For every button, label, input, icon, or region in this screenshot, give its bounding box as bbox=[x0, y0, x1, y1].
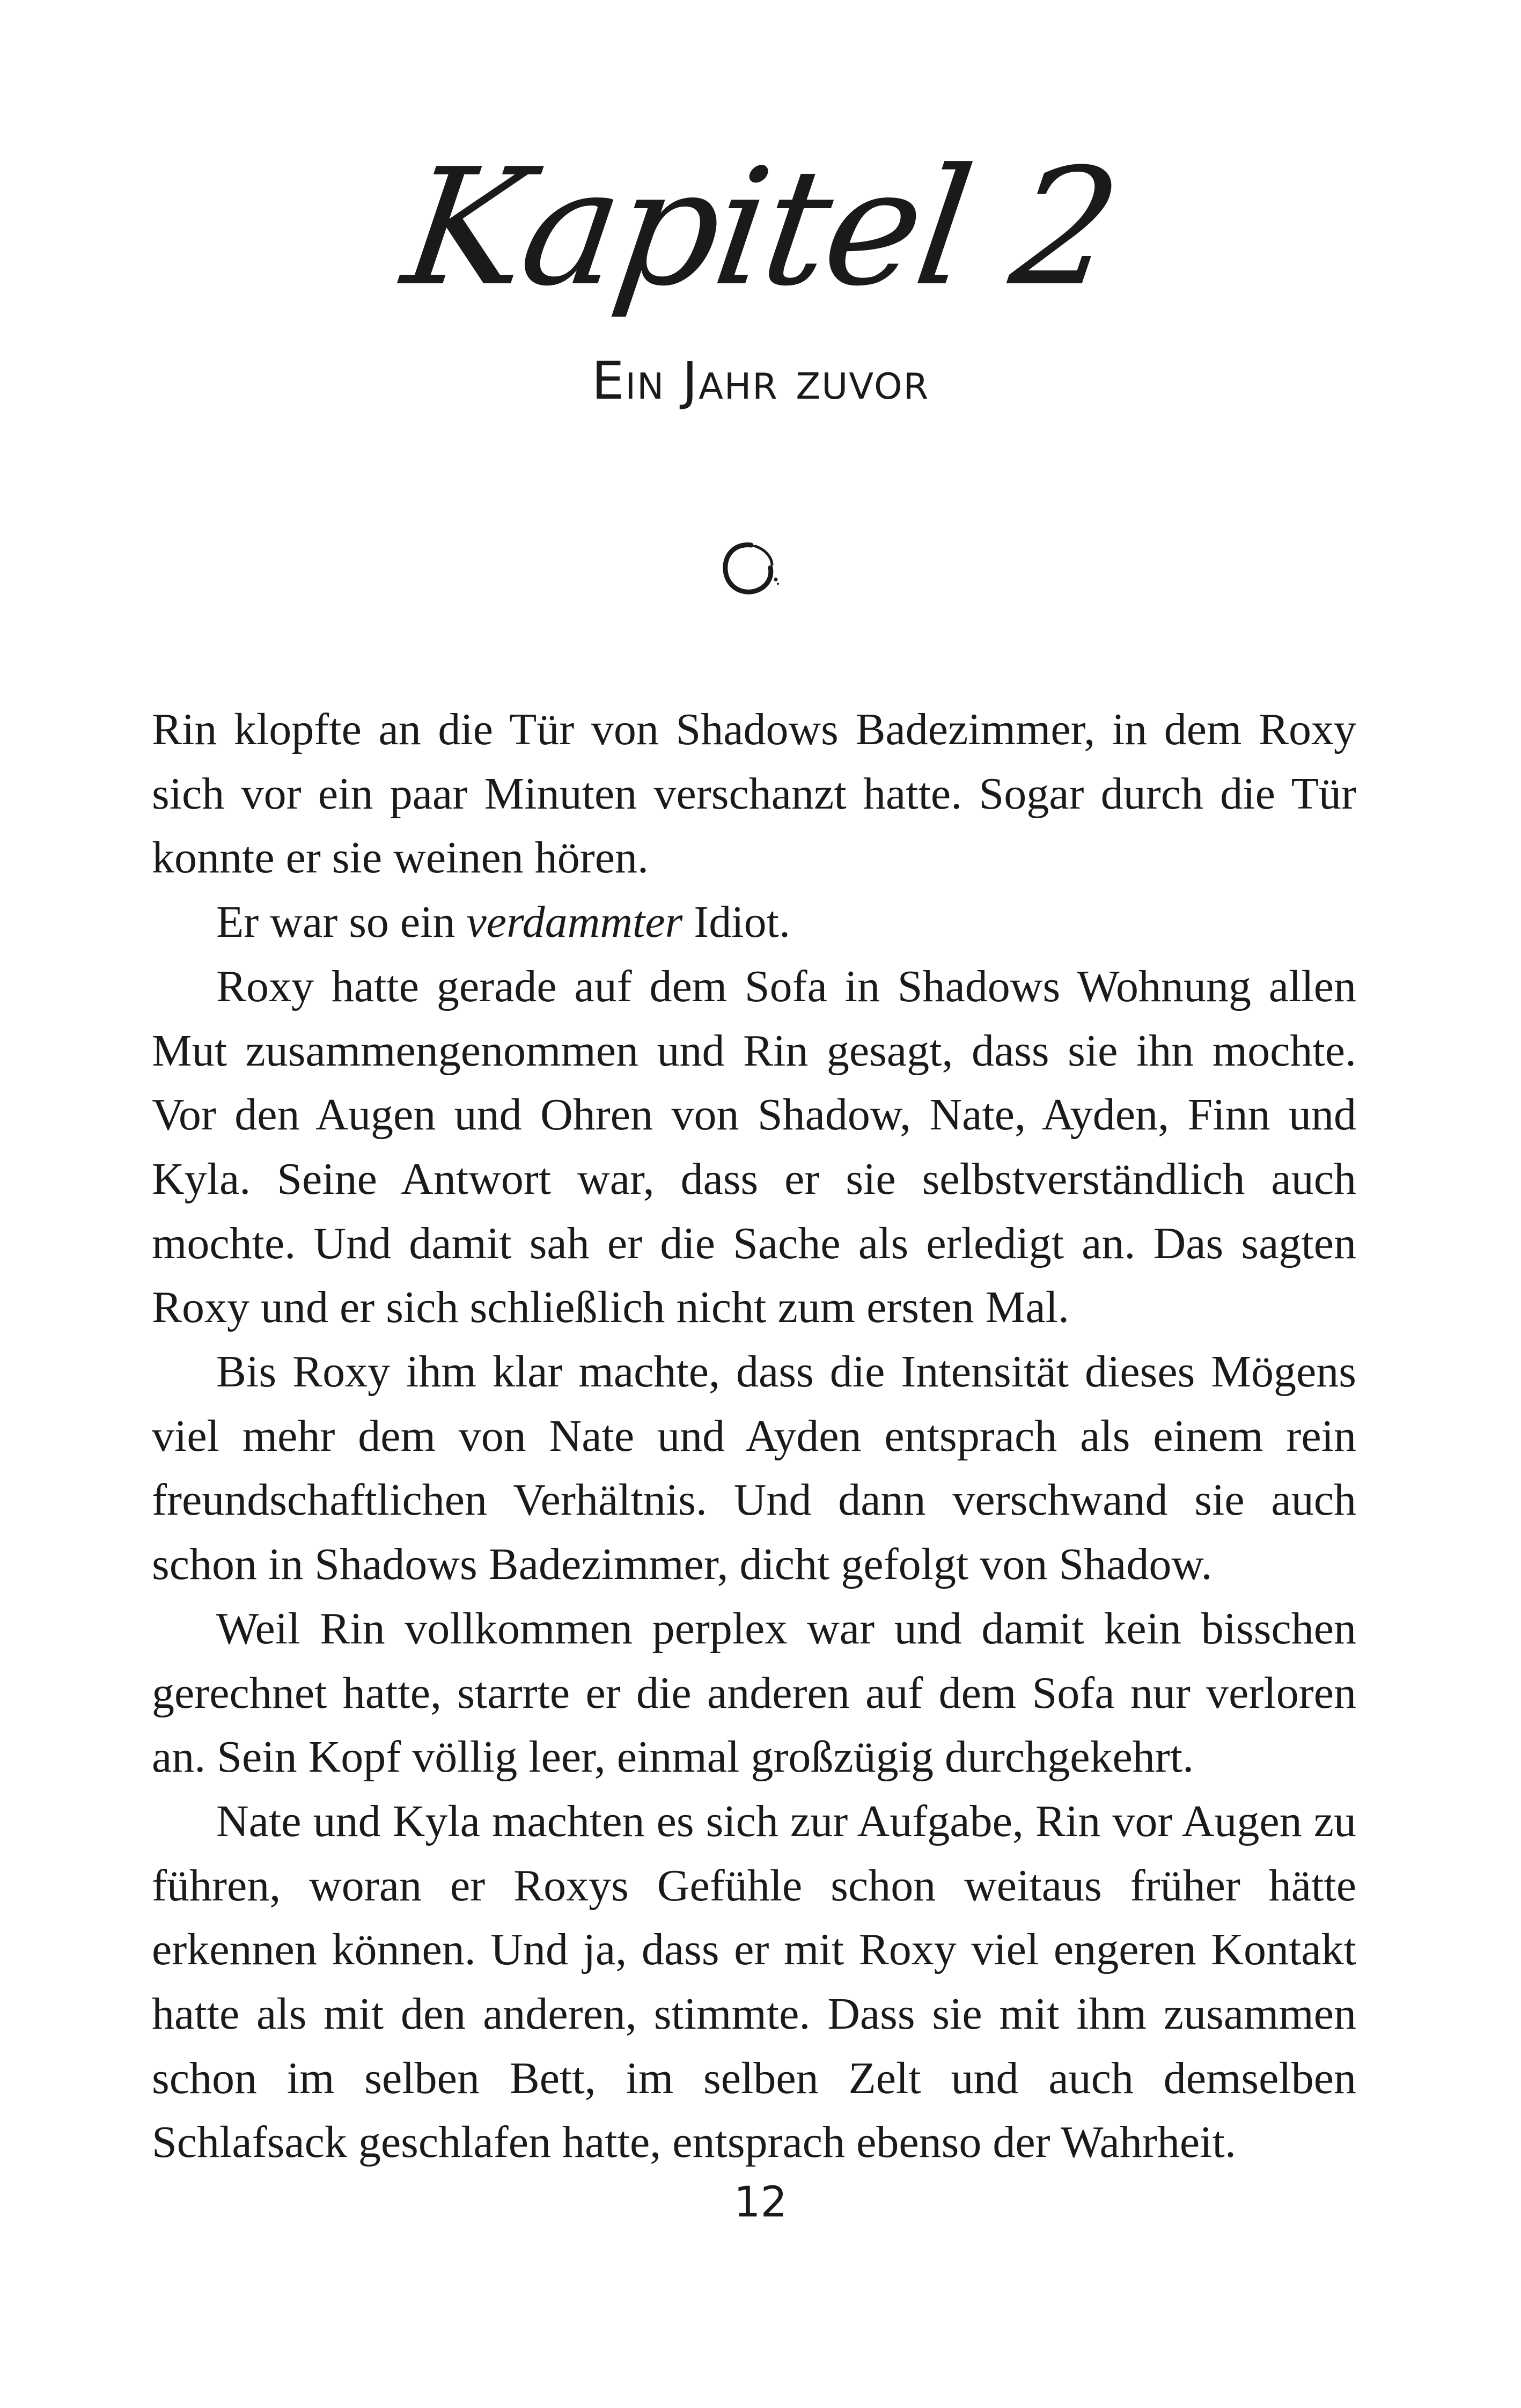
paragraph: Rin klopfte an die Tür von Shadows Badezimmer, in dem Roxy sich vor ein paar Minuten verschanzt hatte. Sogar durch die Tür konnte er sie weinen hören. bbox=[152, 704, 1356, 883]
emphasis-text: verdammter bbox=[466, 897, 683, 948]
paragraph: Roxy hatte gerade auf dem Sofa in Shadows Wohnung allen Mut zusammengenommen und Rin gesagt, dass sie ihn mochte. Vor den Augen und Ohren von Shadow, Nate, Ayden, Finn und Kyla. Seine Antwort war, dass er sie selbstverständlich auch mochte. Und damit sah er die Sache als erledigt an. Das sagten Roxy und er sich schließlich nicht zum ersten Mal. bbox=[152, 961, 1356, 1333]
chapter-subtitle: Ein Jahr zuvor bbox=[591, 351, 930, 411]
paragraph: Nate und Kyla machten es sich zur Aufgabe, Rin vor Augen zu führen, woran er Roxys Gefühle schon weitaus früher hätte erkennen können. Und ja, dass er mit Roxy viel engeren Kontakt hatte als mit den anderen, stimmte. Dass sie mit ihm zusammen schon im selben Bett, im selben Zelt und auch demselben Schlafsack geschlafen hatte, entsprach ebenso der Wahrheit. bbox=[152, 1796, 1356, 2168]
ink-circle-icon bbox=[709, 530, 790, 611]
chapter-body bbox=[152, 698, 1356, 2175]
paragraph bbox=[152, 890, 1356, 955]
page-number: 12 bbox=[733, 2178, 788, 2227]
chapter-title: Kapitel 2 bbox=[394, 134, 1127, 321]
paragraph: Bis Roxy ihm klar machte, dass die Intensität dieses Mögens viel mehr dem von Nate und Ayden entsprach als einem rein freundschaftlichen Verhältnis. Und dann verschwand sie auch schon in Shadows Badezimmer, dicht gefolgt von Shadow. bbox=[152, 1347, 1356, 1590]
paragraph-text: Er war so ein bbox=[216, 897, 467, 948]
paragraph: Weil Rin vollkommen perplex war und damit kein bisschen gerechnet hatte, starrte er die anderen auf dem Sofa nur verloren an. Sein Kopf völlig leer, einmal großzügig durchgekehrt. bbox=[152, 1603, 1356, 1782]
paragraph-text: Idiot. bbox=[682, 897, 790, 948]
